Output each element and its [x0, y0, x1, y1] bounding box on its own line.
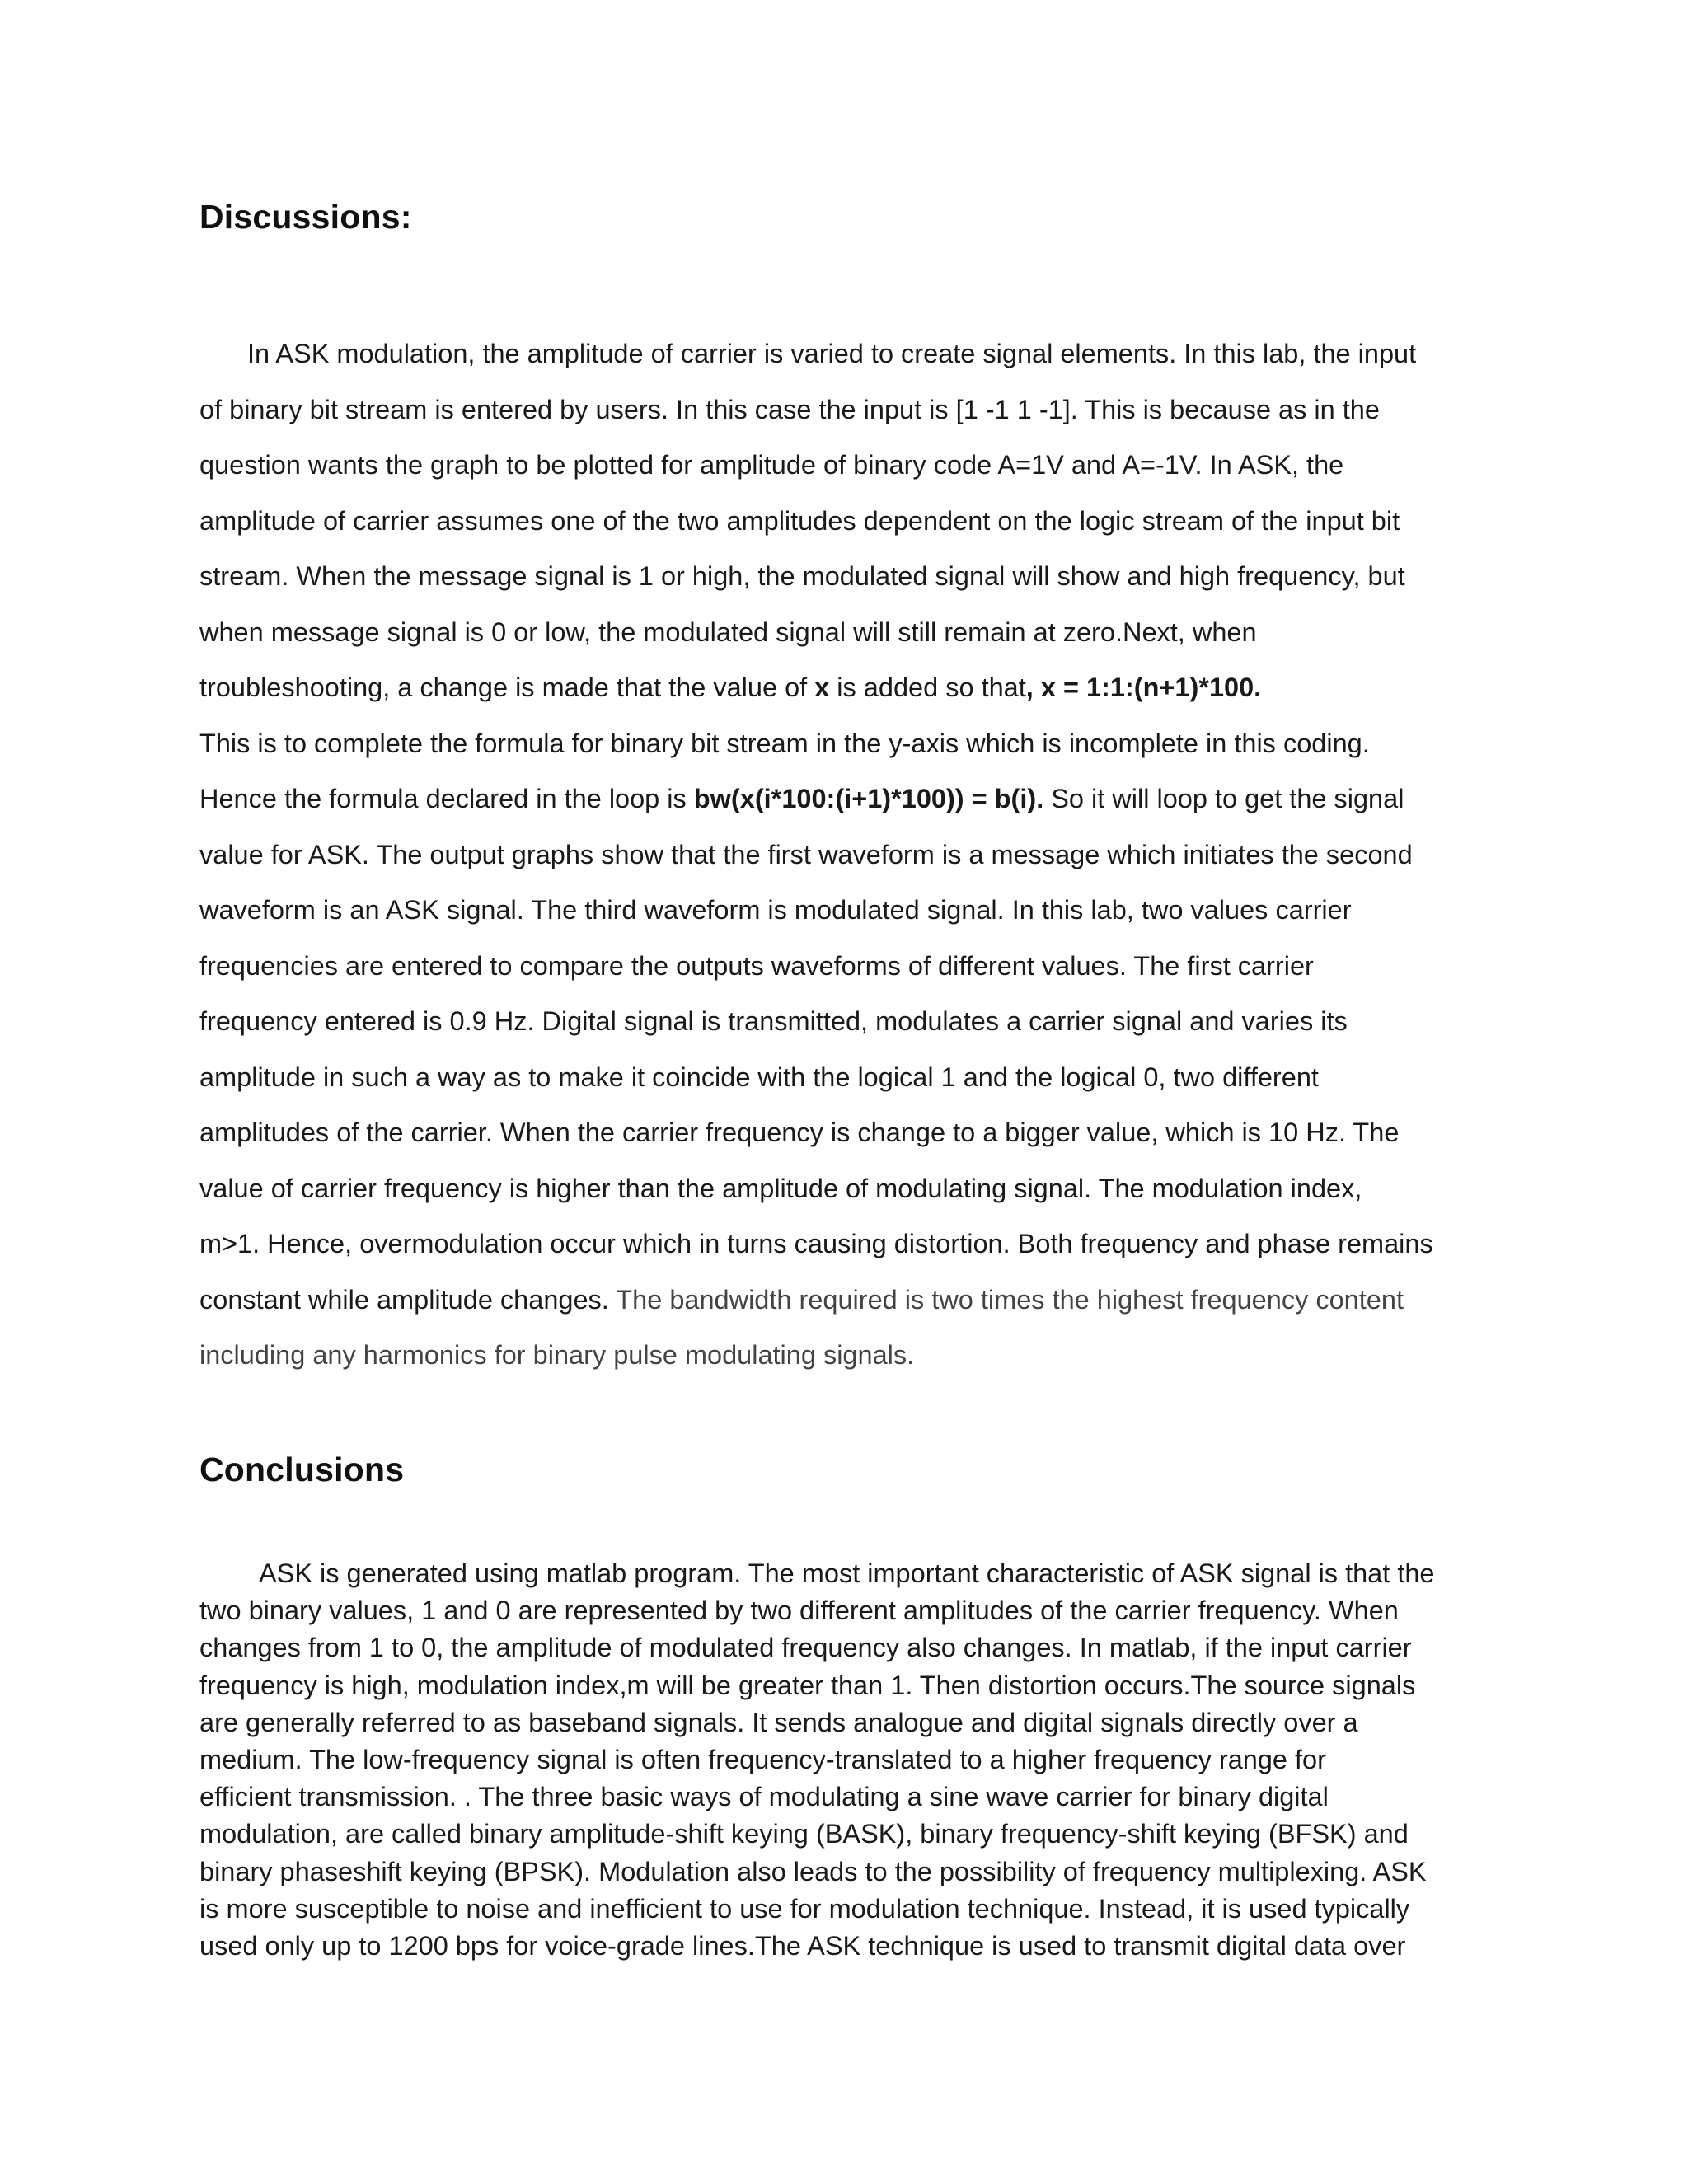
formula-loop: bw(x(i*100:(i+1)*100)) = b(i). — [693, 784, 1044, 813]
text-line: ASK is generated using matlab program. The most important characteristic of ASK signal is that the — [259, 1558, 1435, 1588]
text-run: constant while amplitude changes. — [199, 1284, 617, 1315]
text-line: amplitudes of the carrier. When the carrier frequency is change to a bigger value, which is 10 Hz. The — [199, 1118, 1400, 1147]
text-line — [199, 1272, 1502, 1329]
text-line: frequencies are entered to compare the outputs waveforms of different values. The first carrier — [199, 950, 1314, 981]
text-line: frequency entered is 0.9 Hz. Digital signal is transmitted, modulates a carrier signal and varies its — [199, 1006, 1348, 1036]
text-line: of binary bit stream is entered by users. In this case the input is [1 -1 1 -1]. This is because as in the — [199, 394, 1380, 424]
discussions-paragraph — [199, 326, 1502, 1384]
text-run: So it will loop to get the signal — [1043, 784, 1404, 813]
text-line: m>1. Hence, overmodulation occur which in turns causing distortion. Both frequency and phase remains — [199, 1229, 1433, 1258]
conclusions-paragraph — [199, 1555, 1502, 1965]
text-line: efficient transmission. . The three basic ways of modulating a sine wave carrier for binary digital — [199, 1782, 1329, 1812]
text-line: frequency is high, modulation index,m will be greater than 1. Then distortion occurs.The source signals — [199, 1670, 1416, 1700]
text-line — [199, 660, 1502, 716]
text-line: including any harmonics for binary pulse modulating signals. — [199, 1340, 915, 1370]
variable-x: x — [814, 673, 830, 702]
text-line: modulation, are called binary amplitude-shift keying (BASK), binary frequency-shift keying (BFSK) and — [199, 1819, 1409, 1849]
text-line: amplitude of carrier assumes one of the two amplitudes dependent on the logic stream of the input bit — [199, 505, 1400, 536]
text-line: value for ASK. The output graphs show that the first waveform is a message which initiates the second — [199, 839, 1413, 869]
text-run: is added so that — [829, 673, 1026, 702]
text-line: are generally referred to as baseband signals. It sends analogue and digital signals directly over a — [199, 1707, 1358, 1737]
discussions-heading: Discussions: — [199, 198, 412, 236]
text-line: stream. When the message signal is 1 or high, the modulated signal will show and high frequency, but — [199, 561, 1405, 591]
formula-x-range: , x = 1:1:(n+1)*100. — [1025, 673, 1262, 702]
bandwidth-note: The bandwidth required is two times the highest frequency content — [616, 1284, 1404, 1315]
text-line: used only up to 1200 bps for voice-grade lines.The ASK technique is used to transmit digital data over — [199, 1930, 1406, 1961]
text-line: two binary values, 1 and 0 are represented by two different amplitudes of the carrier frequency. When — [199, 1596, 1399, 1626]
text-line: In ASK modulation, the amplitude of carrier is varied to create signal elements. In this lab, the input — [247, 339, 1417, 368]
text-line — [199, 771, 1502, 827]
text-line: This is to complete the formula for binary bit stream in the y-axis which is incomplete in this coding. — [199, 728, 1370, 758]
text-run: Hence the formula declared in the loop is — [199, 784, 694, 813]
text-line: changes from 1 to 0, the amplitude of modulated frequency also changes. In matlab, if the input carrier — [199, 1633, 1412, 1663]
text-line: question wants the graph to be plotted for amplitude of binary code A=1V and A=-1V. In ASK, the — [199, 450, 1344, 480]
text-line: medium. The low-frequency signal is often frequency-translated to a higher frequency range for — [199, 1744, 1326, 1774]
text-line: waveform is an ASK signal. The third waveform is modulated signal. In this lab, two values carrier — [199, 895, 1352, 925]
text-line: value of carrier frequency is higher than the amplitude of modulating signal. The modulation index, — [199, 1173, 1362, 1203]
text-line: when message signal is 0 or low, the modulated signal will still remain at zero.Next, when — [199, 616, 1257, 647]
text-line: binary phaseshift keying (BPSK). Modulation also leads to the possibility of frequency multiplexing. ASK — [199, 1856, 1427, 1886]
conclusions-heading: Conclusions — [199, 1451, 405, 1488]
text-run: troubleshooting, a change is made that the value of — [199, 673, 815, 702]
text-line: amplitude in such a way as to make it coincide with the logical 1 and the logical 0, two different — [199, 1062, 1319, 1092]
text-line: is more susceptible to noise and inefficient to use for modulation technique. Instead, it is used typically — [199, 1893, 1410, 1924]
